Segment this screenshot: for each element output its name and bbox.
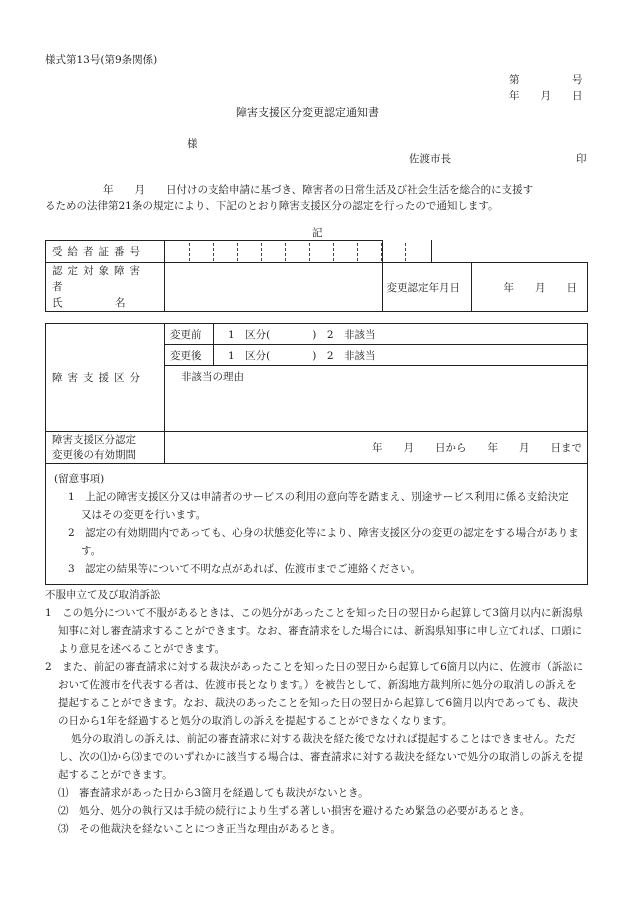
not-applicable-reason: 非該当の理由 bbox=[165, 366, 588, 432]
notes-heading: (留意事項) bbox=[54, 473, 105, 485]
issuer-name: 佐渡市長 bbox=[409, 153, 451, 165]
after-options: 1 区分( ) 2 非該当 bbox=[214, 345, 588, 366]
change-date-value: 年 月 日 bbox=[471, 263, 587, 312]
change-date-label: 変更認定年月日 bbox=[382, 263, 471, 312]
before-options: 1 区分( ) 2 非該当 bbox=[214, 324, 588, 345]
note-item-3: 3 認定の結果等について不明な点があれば、佐渡市までご連絡ください。 bbox=[68, 563, 421, 575]
appeal-item-1: 1 この処分について不服があるときは、この処分があったことを知った日の翌日から起算して3箇月以内に新潟県知事に対し審査請求することができます。なお、審査請求をした場合には、新潟県知事に申し立てれば、口頭により意見を述べることができます。 bbox=[45, 607, 584, 655]
appeal-item-2: 2 また、前記の審査請求に対する裁決があったことを知った日の翌日から起算して6箇月以内に、佐渡市（訴訟において佐渡市を代表する者は、佐渡市長となります。）を被告として、新潟地方裁判所に処分の取消しの訴えを提起することができます。なお、裁決のあったことを知った日の翌日から起算して6箇月以内であっても、裁決の日から1年を経過すると処分の取消しの訴えを提起することができなくなります。 bbox=[45, 661, 584, 727]
form-number: 様式第13号(第9条関係) bbox=[45, 54, 158, 66]
appeal-heading: 不服申立て及び取消訴訟 bbox=[45, 589, 161, 601]
recipient-number-label: 受給者証番号 bbox=[46, 241, 165, 263]
notes-cell bbox=[46, 464, 588, 585]
recipient-number-boxes bbox=[165, 241, 383, 263]
addressee-suffix: 様 bbox=[187, 138, 198, 150]
subject-name-value bbox=[165, 263, 383, 312]
appeal-sub-2: ⑵ 処分、処分の執行又は手続の続行により生ずる著しい損害を避けるため緊急の必要があるとき。 bbox=[58, 805, 531, 817]
after-label: 変更後 bbox=[165, 345, 214, 366]
before-label: 変更前 bbox=[165, 324, 214, 345]
recipient-table bbox=[45, 240, 588, 312]
subject-name-label: 認定対象障害者 氏 名 bbox=[46, 263, 165, 312]
ki-heading: 記 bbox=[312, 227, 323, 239]
note-item-1: 1 上記の障害支援区分又は申請者のサービスの利用の意向等を踏まえ、別途サービス利用に係る支給決定又はその変更を行います。 bbox=[68, 491, 569, 521]
appeal-sub-3: ⑶ その他裁決を経ないことにつき正当な理由があるとき。 bbox=[58, 823, 341, 835]
issue-date: 年 月 日 bbox=[509, 90, 583, 102]
document-title: 障害支援区分変更認定通知書 bbox=[236, 106, 379, 119]
note-item-2: 2 認定の有効期間内であっても、心身の状態変化等により、障害支援区分の変更の認定をする場合があります。 bbox=[68, 527, 579, 557]
document-number-label: 第 号 bbox=[509, 74, 583, 86]
blank-cell bbox=[382, 241, 587, 263]
validity-period: 年 月 日から 年 月 日まで bbox=[165, 432, 588, 464]
seal-mark: 印 bbox=[576, 153, 587, 165]
appeal-sub-1: ⑴ 審査請求があった日から3箇月を経過しても裁決がないとき。 bbox=[58, 787, 369, 799]
category-label: 障害支援区分 bbox=[46, 324, 165, 432]
body-line-2: るための法律第21条の規定により、下記のとおり障害支援区分の認定を行ったので通知します。 bbox=[45, 200, 499, 212]
category-table bbox=[45, 323, 588, 585]
appeal-item-2-continuation: 処分の取消しの訴えは、前記の審査請求に対する裁決を経た後でなければ提起することはできません。ただし、次の⑴から⑶までのいずれかに該当する場合は、審査請求に対する裁決を経ないで処分の取消しの訴えを提起することができます。 bbox=[58, 733, 583, 781]
appeal-section bbox=[45, 586, 587, 838]
validity-label: 障害支援区分認定 変更後の有効期間 bbox=[46, 432, 165, 464]
body-line-1: 年 月 日付けの支給申請に基づき、障害者の日常生活及び社会生活を総合的に支援す bbox=[103, 184, 534, 196]
